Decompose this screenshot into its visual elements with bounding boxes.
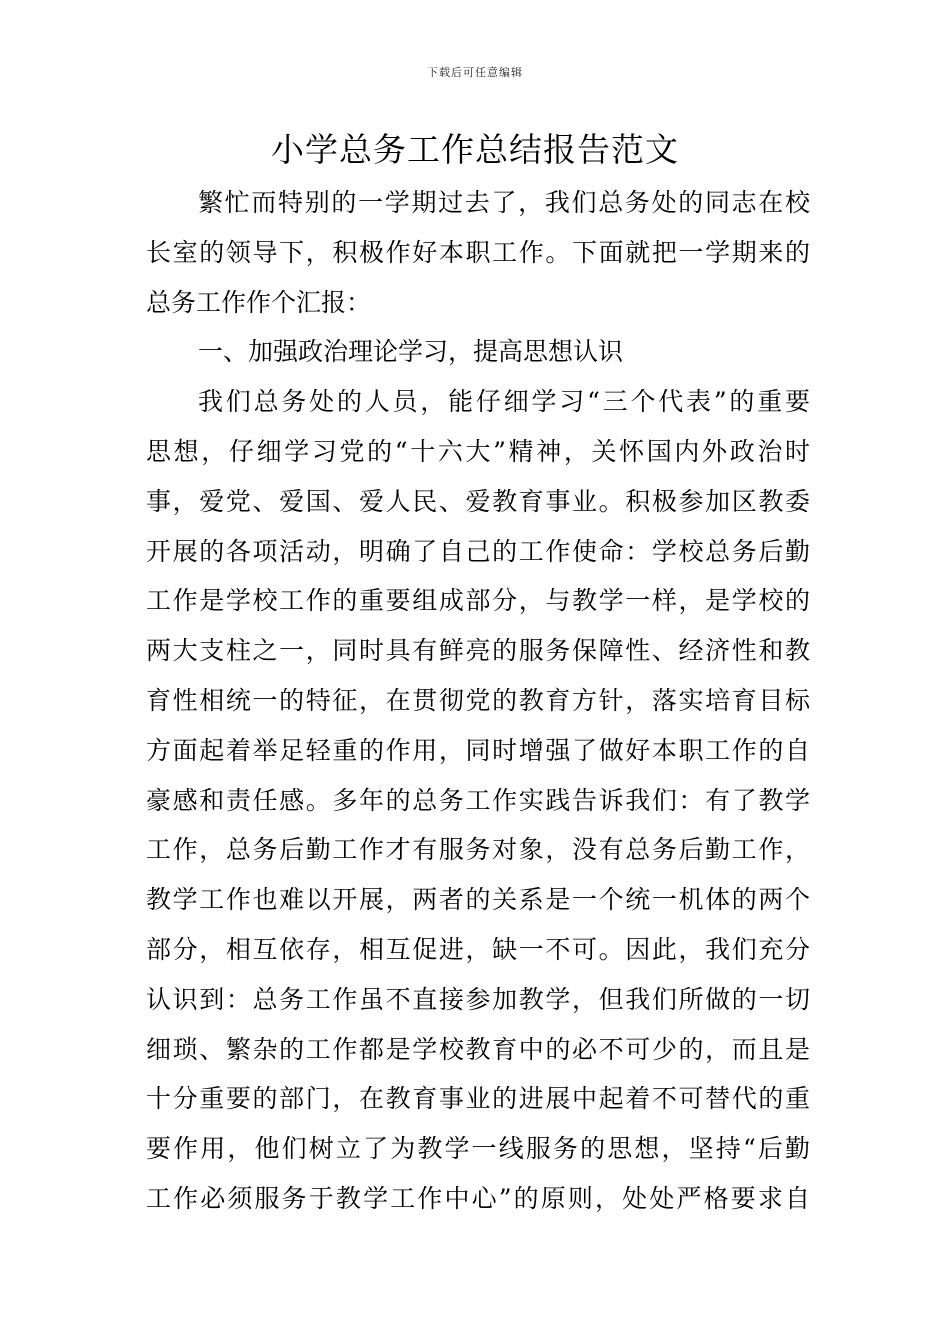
paragraph-line: 工作，总务后勤工作才有服务对象，没有总务后勤工作， (146, 835, 810, 865)
paragraph-line: 长室的领导下，积极作好本职工作。下面就把一学期来的 (146, 237, 810, 267)
paragraph-line: 方面起着举足轻重的作用，同时增强了做好本职工作的自 (146, 735, 810, 765)
paragraph-line: 思想，仔细学习党的“十六大”精神，关怀国内外政治时 (146, 436, 810, 466)
document-title: 小学总务工作总结报告范文 (271, 130, 679, 169)
paragraph-line: 要作用，他们树立了为教学一线服务的思想，坚持“后勤 (146, 1134, 810, 1164)
paragraph-line: 认识到：总务工作虽不直接参加教学，但我们所做的一切 (146, 984, 810, 1014)
paragraph-line: 事，爱党、爱国、爱人民、爱教育事业。积极参加区教委 (146, 486, 810, 516)
paragraph-line: 总务工作作个汇报： (146, 287, 372, 317)
paragraph-line: 部分，相互依存，相互促进，缺一不可。因此，我们充分 (146, 934, 810, 964)
paragraph-line: 十分重要的部门，在教育事业的进展中起着不可替代的重 (146, 1084, 810, 1114)
paragraph-line: 开展的各项活动，明确了自己的工作使命：学校总务后勤 (146, 536, 810, 566)
paragraph-line: 教学工作也难以开展，两者的关系是一个统一机体的两个 (146, 885, 810, 915)
paragraph-line: 我们总务处的人员，能仔细学习“三个代表”的重要 (198, 387, 810, 417)
paragraph-line: 细琐、繁杂的工作都是学校教育中的必不可少的，而且是 (146, 1034, 810, 1064)
page-header-note: 下载后可任意编辑 (427, 66, 523, 79)
paragraph-line: 两大支柱之一，同时具有鲜亮的服务保障性、经济性和教 (146, 636, 810, 666)
paragraph-line: 繁忙而特别的一学期过去了，我们总务处的同志在校 (198, 188, 810, 217)
document-body (146, 178, 810, 1224)
paragraph-line: 工作是学校工作的重要组成部分，与教学一样，是学校的 (146, 586, 810, 616)
paragraph-line: 豪感和责任感。多年的总务工作实践告诉我们：有了教学 (146, 785, 810, 815)
paragraph-line: 育性相统一的特征，在贯彻党的教育方针，落实培育目标 (146, 685, 810, 715)
paragraph-line: 工作必须服务于教学工作中心”的原则，处处严格要求自 (146, 1183, 810, 1213)
section-heading: 一、加强政治理论学习，提高思想认识 (198, 337, 624, 367)
